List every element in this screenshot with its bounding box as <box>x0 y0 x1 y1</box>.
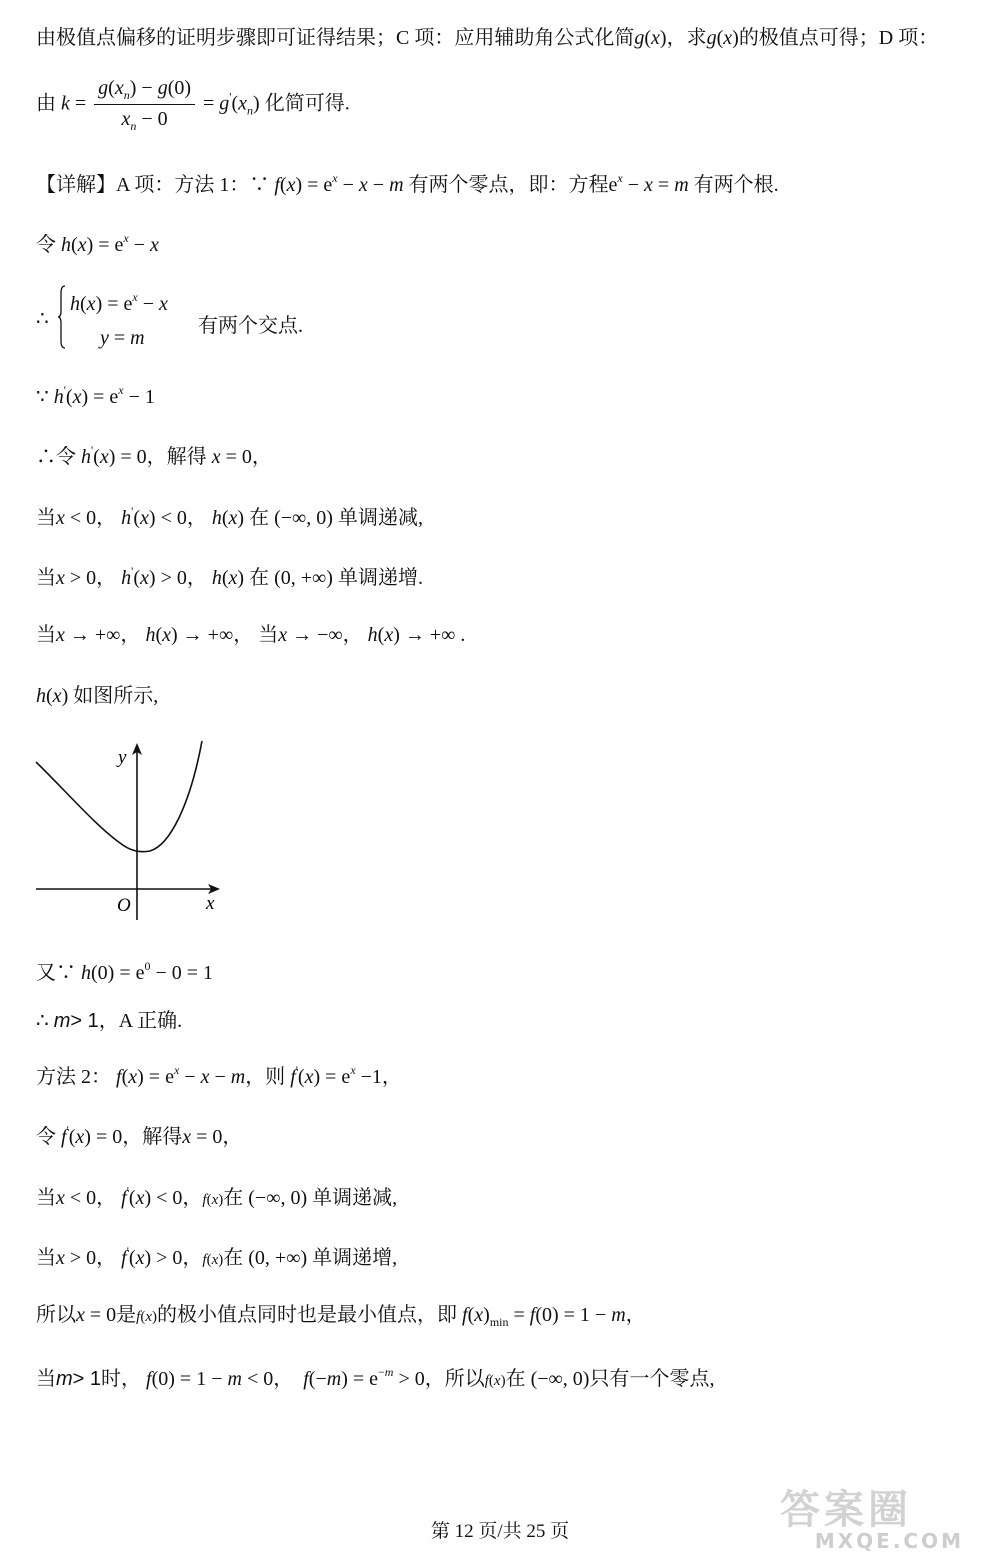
left-brace <box>58 285 66 349</box>
text-fragment: ，解得 <box>122 1126 183 1148</box>
text-line-3: 【详解】A 项：方法 1：∵ $f(x) = e^x - x - m$ 有两个零点，即：方程$e^x - x = m$ 有两个根. <box>36 171 779 196</box>
system-note: 有两个交点. <box>198 315 303 337</box>
text-line-10: 当x → +∞， h(x) → +∞， 当x → −∞， h(x) → +∞ . <box>36 624 466 646</box>
watermark-top: 答案圈 <box>780 1487 912 1533</box>
function-graph <box>30 735 230 930</box>
text-fragment: 当 <box>36 624 56 646</box>
text-fragment: 单调递增. <box>337 567 423 589</box>
page-footer: 第 12 页/共 25 页 <box>430 1521 570 1542</box>
text-fragment: 当 <box>36 1368 56 1390</box>
text-line-9: 当x > 0， h'(x) > 0， h(x) 在 (0, +∞) 单调递增. <box>36 564 423 589</box>
text-fragment: 化简可得. <box>264 92 350 115</box>
text-line-14: 方法 2： $f(x) = e^x - x - m$，则 $f'(x) = e^x -1$， <box>36 1063 402 1088</box>
text-line-1: 由极值点偏移的证明步骤即可证得结果；C 项：应用辅助角公式化简g(x)，求g(x)的极值点可得；D 项： <box>36 27 939 49</box>
text-line-7: ∴令 h'(x) = 0，解得 x = 0， <box>36 443 272 468</box>
origin-label: O <box>117 895 131 916</box>
text-fragment: 单调递减, <box>337 507 423 529</box>
watermark-bottom: MXQE.COM <box>814 1529 964 1553</box>
system-eq-1: $h(x) = e^x - x$ <box>70 290 168 315</box>
text-fragment: 令 <box>36 234 56 256</box>
text-line-4: 令 $h(x) = e^x - x$ <box>36 231 159 256</box>
text-fragment: 【详解】A 项：方法 1：∵ <box>36 174 270 196</box>
text-fragment: 单调递减, <box>312 1187 398 1209</box>
text-line-11: h(x) 如图所示, <box>36 685 159 707</box>
fraction: $\frac{g(x_n) - g(0)}{x_n - 0}$ <box>94 78 195 132</box>
text-fragment: 有两个零点，即：方程 <box>408 174 609 196</box>
text-fragment: 有两个根. <box>693 174 779 196</box>
text-line-13: ∴ m> 1，A 正确. <box>36 1010 183 1032</box>
text-fragment: ，则 <box>245 1066 286 1088</box>
system-eq-2: y = m <box>100 327 145 349</box>
text-fragment: 当 <box>36 567 56 589</box>
text-fragment: 如图所示, <box>73 685 159 707</box>
text-fragment: 当 <box>36 1187 56 1209</box>
text-fragment: 令 <box>36 1126 56 1148</box>
text-line-15: 令 f'(x) = 0，解得x = 0， <box>36 1123 243 1148</box>
text-fragment: 单调递增, <box>312 1247 398 1269</box>
text-fragment: 由极值点偏移的证明步骤即可证得结果；C 项：应用辅助角公式化简 <box>36 27 635 49</box>
text-fragment: ，所以 <box>424 1368 485 1390</box>
text-fragment: 方法 2： <box>36 1066 111 1088</box>
text-fragment: 所以 <box>36 1304 76 1326</box>
text-fragment: ，A 正确. <box>98 1010 183 1032</box>
text-line-18: 所以x = 0是f(x)的极小值点同时也是最小值点，即 $f(x)_{min} = f(0) = 1 - m$， <box>36 1304 646 1329</box>
x-axis-label: x <box>206 893 215 914</box>
text-line-12: 又∵ $h(0) = e^0 - 0 = 1$ <box>36 959 214 984</box>
text-line-16: 当x < 0， f'(x) < 0，f(x)在 (−∞, 0) 单调递减, <box>36 1184 398 1209</box>
text-line-2-formula: 由 k = $\frac{g(x_n) - g(0)}{x_n - 0}$ = $g'(x_n)$ 化简可得. <box>36 77 350 133</box>
y-axis-label: y <box>118 747 127 768</box>
text-line-17: 当x > 0， f'(x) > 0，f(x)在 (0, +∞) 单调递增, <box>36 1244 398 1269</box>
text-fragment: ，求 <box>666 27 707 49</box>
text-fragment: 由 <box>36 92 56 115</box>
x-axis <box>36 884 220 894</box>
text-fragment: 当 <box>36 1247 56 1269</box>
text-fragment: 只有一个零点, <box>589 1368 715 1390</box>
therefore-symbol: ∴ <box>36 308 49 330</box>
text-fragment: 当 <box>36 507 56 529</box>
text-fragment: 的极值点可得；D 项： <box>738 27 939 49</box>
text-fragment: 时， <box>101 1368 142 1390</box>
text-fragment: 又∵ <box>36 962 76 984</box>
y-axis <box>132 743 142 920</box>
watermark-logo <box>780 1478 970 1553</box>
text-fragment: 当 <box>258 624 279 646</box>
text-fragment: 是 <box>116 1304 137 1326</box>
text-fragment: 的极小值点同时也是最小值点，即 <box>157 1304 458 1326</box>
text-line-8: 当x < 0， h'(x) < 0， h(x) 在 (−∞, 0) 单调递减, <box>36 504 423 529</box>
text-line-6: ∵ $h'(x) = e^x - 1$ <box>36 383 155 408</box>
text-line-19: 当m> 1时， f(0) = 1 − m < 0， $f(-m) = e^{-m} > 0$，所以f(x)在 (−∞, 0)只有一个零点, <box>36 1365 715 1390</box>
